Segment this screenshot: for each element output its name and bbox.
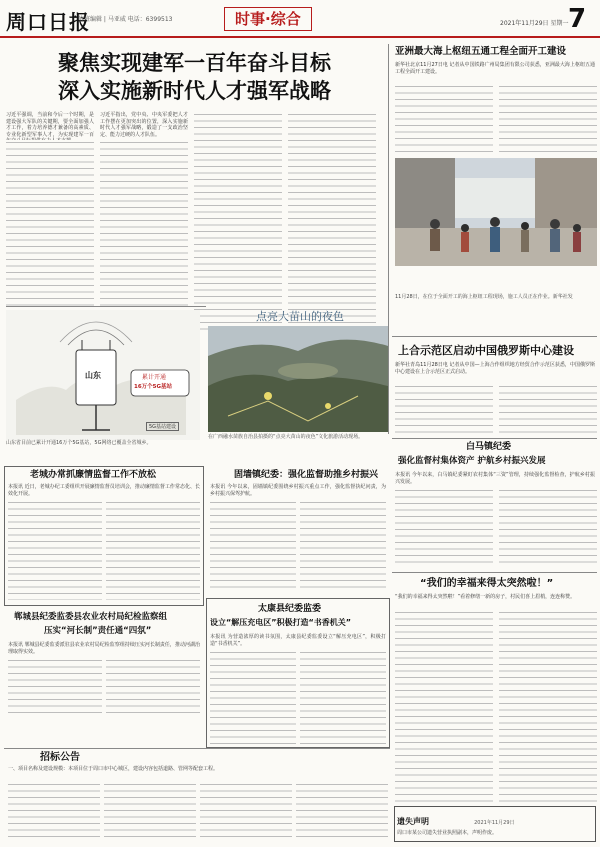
lost-notice-date: 2021年11月29日	[474, 820, 515, 826]
dancheng-lines	[106, 658, 200, 714]
tender-notice-lines	[104, 782, 196, 842]
taikang-body: 本报讯 为营造浓厚的读书氛围，太康县纪委监委设立“解压充电区”，积极打造“书香机关”。	[210, 634, 386, 647]
cartoon-tag: 5G基站建设	[146, 422, 179, 431]
tender-notice-body: 一、项目名称及建设规模：本项目位于周口市中心城区，建设内容包括道路、管网等配套工程。	[8, 766, 219, 772]
tender-notice-title: 招标公告	[40, 752, 80, 763]
lead-headline-2: 深入实施新时代人才强军战略	[58, 79, 331, 103]
lost-notice-text: 周口市某公司遗失营业执照副本，声明作废。	[397, 830, 498, 836]
newspaper-logo: 周口日报	[6, 10, 90, 34]
cartoon-sign: 山东	[85, 371, 101, 380]
lead-headline-1: 聚焦实现建军一百年奋斗目标	[58, 51, 331, 75]
lost-notice-title: 遗失声明	[397, 817, 429, 826]
gucheng-lines	[300, 500, 386, 588]
happiness-lines	[499, 610, 597, 802]
taikang-lines	[300, 650, 386, 744]
section-divider	[392, 438, 597, 439]
dancheng-lines	[8, 658, 102, 714]
aerial-night-photo	[208, 326, 388, 432]
taikang-lines	[210, 650, 296, 744]
street-photo	[395, 158, 597, 266]
baicheng-body: 本报讯 今年以来，白马镇纪委紧盯农村集体“三资”管理，持续强化监督检查，护航乡村振兴发展。	[395, 472, 595, 485]
laocheng-body: 本报讯 近日，老城办纪工委组织开展廉情监督员培训会，推动廉情监督工作常态化、长效化开展。	[8, 484, 200, 497]
gucheng-lines	[210, 500, 296, 588]
laocheng-lines	[8, 500, 102, 600]
lead-body-lines	[100, 140, 188, 330]
issue-date: 2021年11月29日 星期一	[500, 20, 569, 27]
taikang-headline-2: 设立“解压充电区”积极打造“书香机关”	[210, 618, 352, 627]
section-divider	[392, 336, 597, 337]
lead-body-lines	[6, 140, 94, 330]
lost-notice-box	[394, 806, 596, 842]
baicheng-headline-1: 白马镇纪委	[466, 442, 512, 452]
lead-body-lines	[288, 112, 376, 330]
russia-story-body: 新华社青岛11月28日电 记者从中国—上海合作组织地方经贸合作示范区获悉，中国俄罗斯中心建设在上合示范区正式启动。	[395, 362, 595, 375]
gucheng-body: 本报讯 今年以来，固墙镇纪委围绕乡村振兴重点工作，强化监督执纪问责，为乡村振兴保驾护航。	[210, 484, 386, 497]
lead-body-1: 习近平强调，当前和今后一个时期，是建设强大军队的关键期，要全面加强人才工作，着力培养德才兼备的高素质、专业化新型军事人才，为实现建军一百	[6, 112, 94, 138]
editor-info: 值班编辑 | 马亚威 电话：6399513	[78, 16, 173, 23]
happiness-lines	[395, 610, 493, 802]
section-divider	[4, 748, 390, 749]
tender-notice-lines	[8, 782, 100, 842]
russia-story-headline: 上合示范区启动中国俄罗斯中心建设	[398, 344, 574, 357]
dancheng-headline-1: 郸城县纪委监委县农业农村局纪检监察组	[14, 612, 168, 622]
laocheng-lines	[106, 500, 200, 600]
lead-body-2: 习近平指出，党中央、中央军委把人才工作摆在更加突出的位置，深入实施新时代人才强军战略，锻造了一支政治坚定、能力过硬的人才队伍。	[100, 112, 188, 138]
nav-story-headline: 亚洲最大海上枢纽五通工程全面开工建设	[395, 46, 567, 57]
masthead	[0, 0, 600, 38]
cartoon-caption: 山东省目前已累计开通16万个5G基站，5G网络已覆盖全省城乡。	[6, 440, 152, 446]
section-divider	[392, 572, 597, 573]
section-title: 时事·综合	[224, 7, 312, 31]
tender-notice-lines	[296, 782, 388, 842]
nav-story-lines	[395, 84, 493, 154]
page-number: 7	[568, 4, 587, 34]
dancheng-headline-2: 压实“河长制”责任通“四氛”	[44, 626, 152, 636]
cartoon-bubble-line1: 累计开通	[142, 374, 167, 381]
aerial-photo-caption: 在广西融水苗族自治县拍摄的“点亮大苗山的夜色”文化旅游活动现场。	[208, 434, 364, 440]
gucheng-headline: 固墙镇纪委：强化监督助推乡村振兴	[234, 470, 379, 480]
column-divider	[388, 44, 389, 434]
russia-story-lines	[499, 384, 597, 436]
baicheng-lines	[395, 488, 493, 568]
baicheng-lines	[499, 488, 597, 568]
taikang-headline-1: 太康县纪委监委	[258, 604, 322, 614]
tender-notice-lines	[200, 782, 292, 842]
section-divider	[6, 306, 206, 307]
aerial-photo-headline: 点亮大苗山的夜色	[256, 310, 344, 323]
russia-story-lines	[395, 384, 493, 436]
cartoon-bubble-line2: 16万个5G基站	[134, 384, 172, 390]
baicheng-headline-2: 强化监督村集体资产 护航乡村振兴发展	[398, 456, 546, 466]
lead-body-lines	[194, 112, 282, 330]
dancheng-body: 本报讯 郸城县纪委监委派驻县农业农村局纪检监察组持续压实河长制责任，推动河湖治理取得实效。	[8, 642, 200, 655]
nav-story-lines	[499, 84, 597, 154]
street-photo-caption: 11月28日，在位于全面开工的海上枢纽工程现场，施工人员正在作业。新华社发	[395, 294, 573, 300]
happiness-headline: “我们的幸福来得太突然啦！”	[420, 578, 554, 589]
laocheng-headline: 老城办常抓廉情监督工作不放松	[30, 470, 157, 480]
nav-story-body: 新华社北京11月27日电 记者从中国铁路广州局集团有限公司获悉，亚洲最大海上枢纽五通工程全面开工建设。	[395, 62, 595, 75]
cartoon-5g-base-station	[6, 310, 200, 440]
happiness-body: “我们的幸福来得太突然啦！”看着修缮一新的房子，村民们喜上眉梢，连连称赞。	[395, 594, 576, 600]
